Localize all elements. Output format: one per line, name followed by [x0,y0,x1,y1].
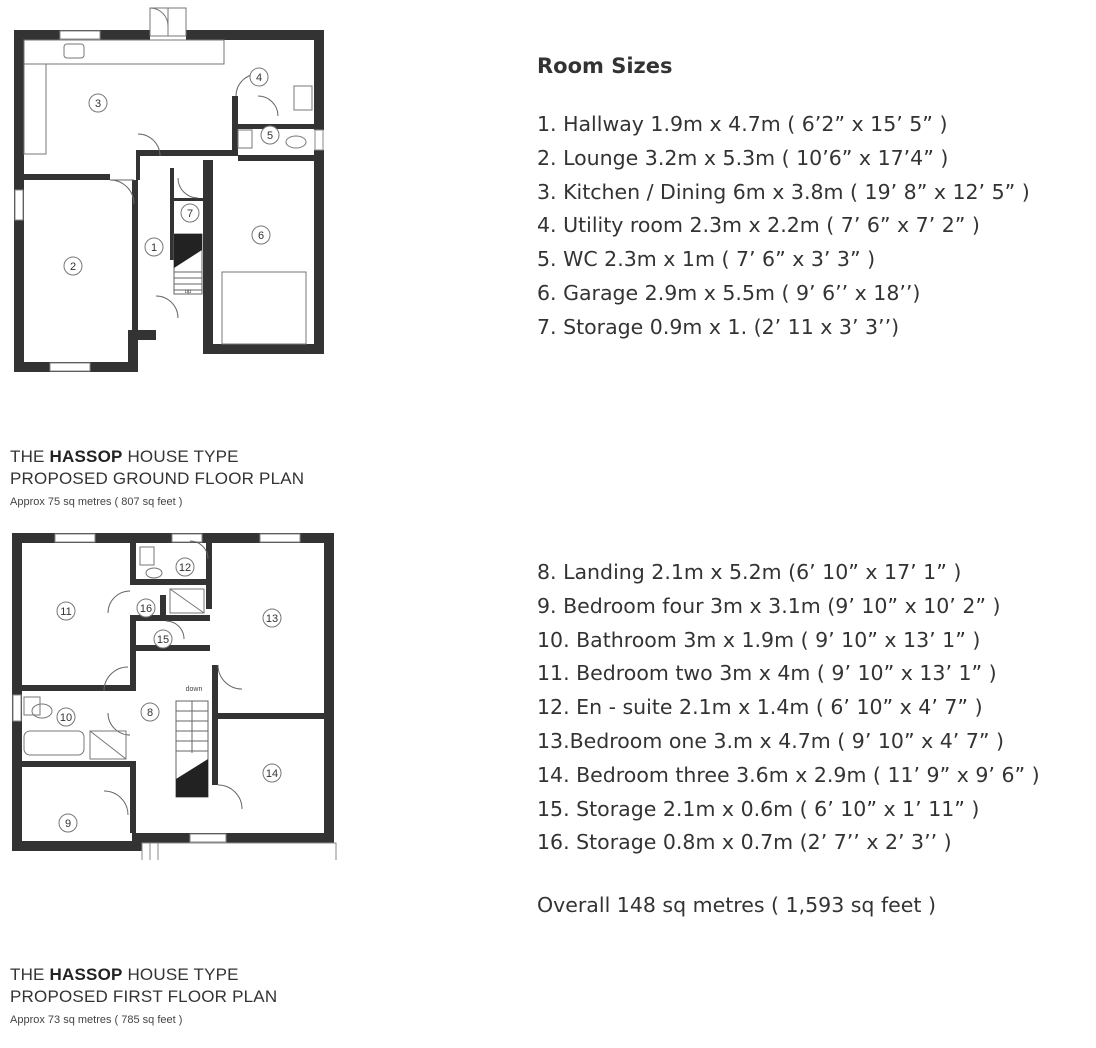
house-type-name: HASSOP [49,447,123,466]
house-type-name: HASSOP [49,965,123,984]
room-13-label: 13 [265,613,279,625]
room-size-row: 16. Storage 0.8m x 0.7m (2’ 7’’ x 2’ 3’’ ) [537,830,952,855]
overall-area: Overall 148 sq metres ( 1,593 sq feet ) [537,893,936,918]
room-size-row: 14. Bedroom three 3.6m x 2.9m ( 11’ 9” x 9’ 6” ) [537,762,1040,787]
room-4-label: 4 [255,72,263,84]
room-sizes-ground [537,54,1030,345]
room-sizes-first [537,556,1040,917]
first-floor-plan [0,525,345,860]
room-size-row: 4. Utility room 2.3m x 2.2m ( 7’ 6” x 7’ 2” ) [537,213,980,238]
room-7-label: 7 [186,208,194,220]
room-size-row: 12. En - suite 2.1m x 1.4m ( 6’ 10” x 4’ 7” ) [537,695,983,720]
first-floor-caption [10,964,277,1026]
room-11-label: 11 [60,606,72,618]
room-2-label: 2 [69,261,77,273]
room-size-row: 13.Bedroom one 3.m x 4.7m ( 9’ 10” x 4’ 7” ) [537,728,1004,753]
room-15-label: 15 [156,634,170,646]
room-size-row: 3. Kitchen / Dining 6m x 3.8m ( 19’ 8” x 12’ 5” ) [537,179,1030,204]
first-area: Approx 73 sq metres ( 785 sq feet ) [10,1014,183,1026]
first-subtitle: PROPOSED FIRST FLOOR PLAN [10,987,278,1006]
room-9-label: 9 [64,818,72,830]
room-12-label: 12 [178,562,192,574]
room-16-label: 16 [139,603,153,615]
room-size-row: 1. Hallway 1.9m x 4.7m ( 6’2” x 15’ 5” ) [537,112,948,136]
ground-title: THE HASSOP HOUSE TYPE [10,447,239,466]
room-size-row: 8. Landing 2.1m x 5.2m (6’ 10” x 17’ 1” ) [537,560,962,584]
room-size-row: 10. Bathroom 3m x 1.9m ( 9’ 10” x 13’ 1” ) [537,627,981,652]
ground-floor-plan [0,0,340,380]
ground-floor-caption [10,446,304,508]
room-size-row: 9. Bedroom four 3m x 3.1m (9’ 10” x 10’ 2” ) [537,593,1001,618]
room-size-row: 6. Garage 2.9m x 5.5m ( 9’ 6’’ x 18’’) [537,280,921,305]
room-size-row: 15. Storage 2.1m x 0.6m ( 6’ 10” x 1’ 11” ) [537,796,980,821]
stair-label: down [185,686,203,693]
ground-subtitle: PROPOSED GROUND FLOOR PLAN [10,469,305,488]
room-3-label: 3 [94,98,102,110]
room-14-label: 14 [265,768,279,780]
room-size-row: 2. Lounge 3.2m x 5.3m ( 10’6” x 17’4” ) [537,145,949,170]
room-1-label: 1 [150,242,158,254]
ground-area: Approx 75 sq metres ( 807 sq feet ) [10,496,183,508]
room-size-row: 7. Storage 0.9m x 1. (2’ 11 x 3’ 3’’) [537,314,900,339]
first-title: THE HASSOP HOUSE TYPE [10,965,239,984]
room-size-row: 5. WC 2.3m x 1m ( 7’ 6” x 3’ 3” ) [537,247,876,272]
room-sizes-heading: Room Sizes [537,54,673,78]
room-6-label: 6 [257,230,265,242]
room-5-label: 5 [266,130,274,142]
stair-label: up [184,289,192,295]
room-10-label: 10 [59,712,73,724]
room-size-row: 11. Bedroom two 3m x 4m ( 9’ 10” x 13’ 1” ) [537,661,997,686]
room-8-label: 8 [146,707,154,719]
